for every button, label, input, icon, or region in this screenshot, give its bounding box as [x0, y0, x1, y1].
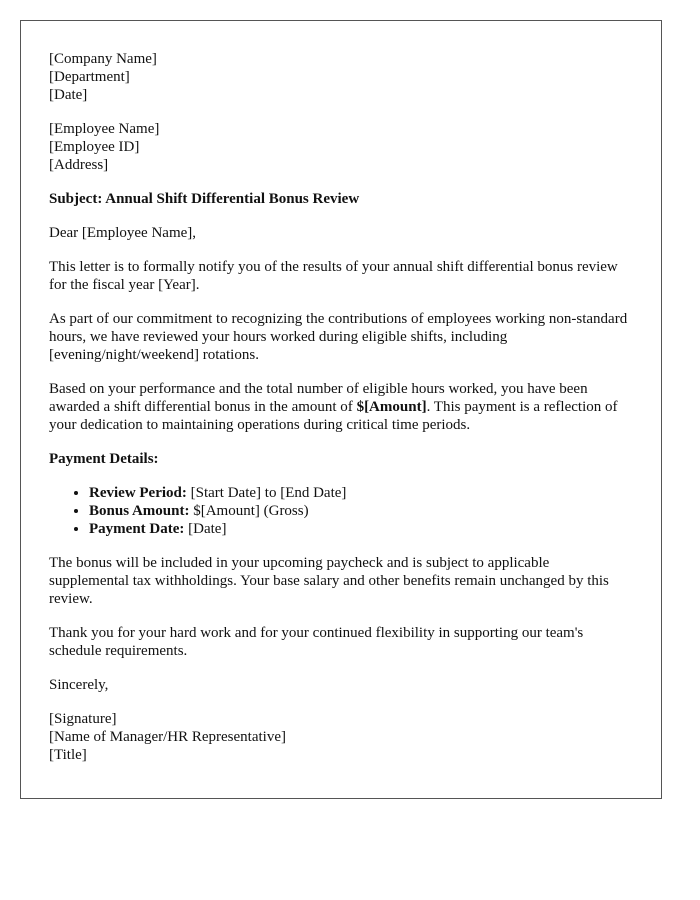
paragraph-commitment: As part of our commitment to recognizing the contributions of employees working non-standard hours, we have reviewed your hours worked during eligible shifts, including [evening/night/weekend] rotations.: [49, 311, 628, 363]
valediction: Sincerely,: [49, 677, 109, 693]
subject-line: Subject: Annual Shift Differential Bonus Review: [49, 191, 360, 207]
recipient-block: [49, 120, 661, 174]
paragraph-award: [49, 380, 629, 434]
detail-value: $[Amount] (Gross): [189, 503, 309, 519]
detail-label: Bonus Amount:: [89, 503, 190, 519]
detail-label: Payment Date:: [89, 521, 185, 537]
letter: [20, 20, 662, 799]
employee-address: [Address]: [49, 157, 109, 173]
payment-detail-bonus-amount: [89, 502, 661, 520]
paragraph-thanks: Thank you for your hard work and for your continued flexibility in supporting our team's schedule requirements.: [49, 625, 584, 659]
detail-value: [Date]: [184, 521, 227, 537]
detail-label: Review Period:: [89, 485, 187, 501]
signer-name: [Name of Manager/HR Representative]: [49, 729, 286, 745]
letter-date: [Date]: [49, 87, 88, 103]
greeting: Dear [Employee Name],: [49, 225, 197, 241]
signer-title: [Title]: [49, 747, 87, 763]
detail-value: [Start Date] to [End Date]: [186, 485, 347, 501]
award-text-before: Based on your performance and the total number of eligible hours worked, you have been awarded a shift differential bonus in the amount of: [49, 381, 588, 415]
award-amount: $[Amount]: [356, 399, 427, 415]
payment-details-list: [49, 484, 661, 538]
employee-id: [Employee ID]: [49, 139, 140, 155]
award-text-after: . This payment is a reflection of your dedication to maintaining operations during critical time periods.: [49, 399, 618, 433]
paragraph-inclusion: The bonus will be included in your upcoming paycheck and is subject to applicable supplemental tax withholdings. Your base salary and other benefits remain unchanged by this review.: [49, 555, 609, 607]
department: [Department]: [49, 69, 130, 85]
payment-detail-payment-date: [89, 520, 661, 538]
employee-name: [Employee Name]: [49, 121, 160, 137]
paragraph-intro: This letter is to formally notify you of the results of your annual shift differential bonus review for the fiscal year [Year].: [49, 259, 618, 293]
payment-detail-review-period: [89, 484, 661, 502]
signature-block: [49, 710, 661, 764]
sender-block: [49, 50, 661, 104]
payment-details-heading: Payment Details:: [49, 451, 159, 467]
company-name: [Company Name]: [49, 51, 157, 67]
signature: [Signature]: [49, 711, 117, 727]
